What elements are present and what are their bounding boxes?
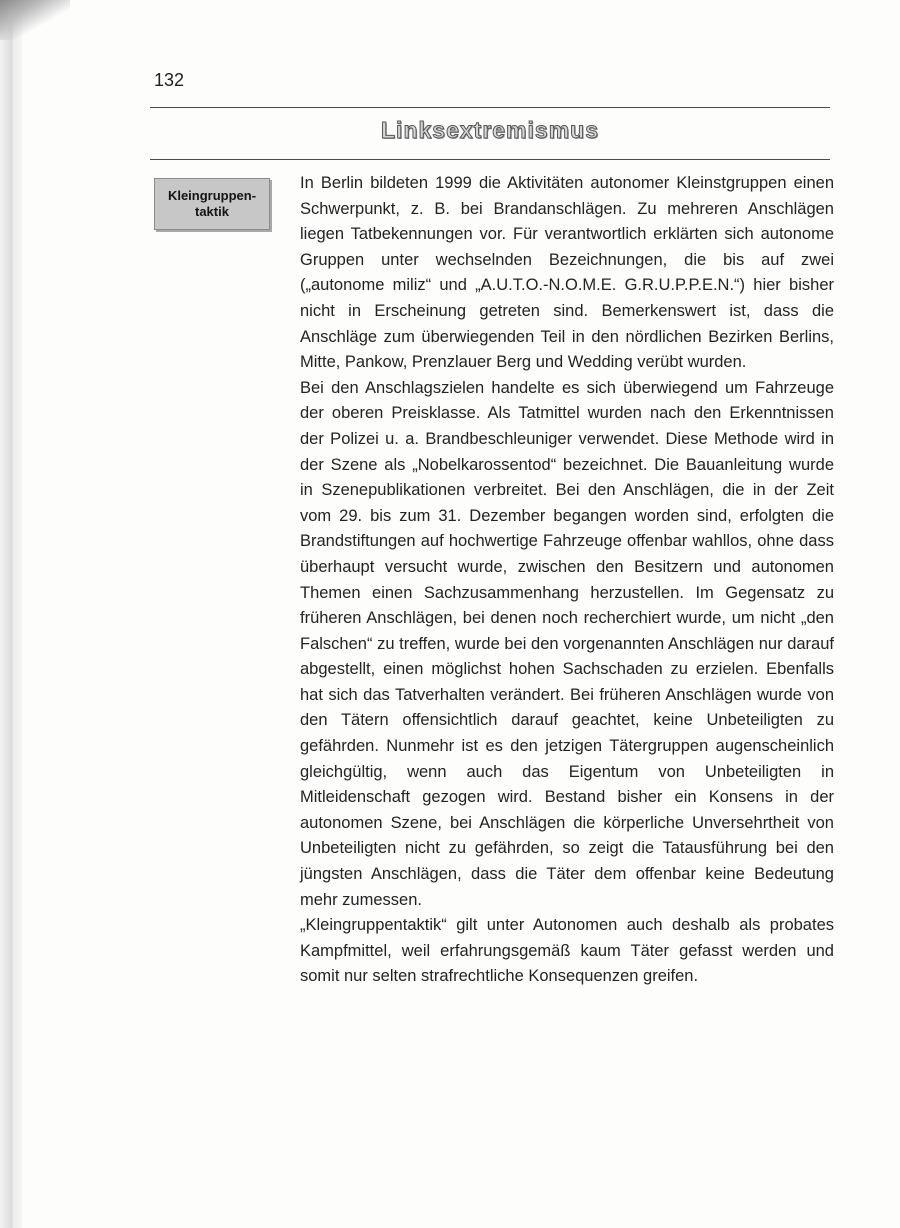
paragraph: Bei den Anschlagszielen handelte es sich überwiegend um Fahrzeuge der oberen Preisklasse. Als Tatmittel wurden nach den Erkenntnissen der Polizei u. a. Brandbeschleuniger verwendet. Diese Methode wird in der Szene als „Nobelkarossentod“ bezeichnet. Die Bauanleitung wurde in Szenepublikationen verbreitet. Bei den Anschlägen, die in der Zeit vom 29. bis zum 31. Dezember begangen worden sind, erfolgten die Brandstiftungen auf hochwertige Fahrzeuge offenbar wahllos, ohne dass überhaupt versucht wurde, zwischen den Besitzern und autonomen Themen einen Sachzusammenhang herzustellen. Im Gegensatz zu früheren Anschlägen, bei denen noch recherchiert wurde, um nicht „den Falschen“ zu treffen, wurde bei den vorgenannten Anschlägen nur darauf abgestellt, einen möglichst hohen Sachschaden zu erzielen. Ebenfalls hat sich das Tatverhalten verändert. Bei früheren Anschlägen wurde von den Tätern offensichtlich darauf geachtet, keine Unbeteiligten zu gefährden. Nunmehr ist es den jetzigen Tätergruppen augenscheinlich gleichgültig, wenn auch das Eigentum von Unbeteiligten in Mitleidenschaft gezogen wird. Bestand bisher ein Konsens in der autonomen Szene, bei Anschlägen die körperliche Unversehrtheit von Unbeteiligten nicht zu gefährden, so zeigt die Tatausführung bei den jüngsten Anschlägen, dass die Täter dem offenbar keine Bedeutung mehr zumessen. xyxy=(300,378,834,909)
paragraph: „Kleingruppentaktik“ gilt unter Autonomen auch deshalb als probates Kampfmittel, weil erfahrungsgemäß kaum Täter gefasst werden und somit nur selten strafrechtliche Konsequenzen greifen. xyxy=(300,916,834,986)
section-title: Linksextremismus xyxy=(381,117,599,143)
header-rule-top xyxy=(150,107,830,108)
page-number: 132 xyxy=(154,70,185,90)
scan-edge-shadow xyxy=(0,0,22,1228)
margin-label-text: Kleingruppen- taktik xyxy=(167,188,257,219)
header-rule-bottom xyxy=(150,159,830,160)
body-text xyxy=(300,171,834,990)
scan-corner-shadow xyxy=(0,0,70,40)
margin-label-box xyxy=(154,178,270,230)
paragraph: In Berlin bildeten 1999 die Aktivitäten autonomer Kleinstgruppen einen Schwerpunkt, z. B. bei Brandanschlägen. Zu mehreren Anschlägen liegen Tatbekennungen vor. Für verantwortlich erklärten sich autonome Gruppen unter wechselnden Bezeichnungen, die bis auf zwei („autonome miliz“ und „A.U.T.O.-N.O.M.E. G.R.U.P.P.E.N.“) hier bisher nicht in Erscheinung getreten sind. Bemerkenswert ist, dass die Anschläge zum überwiegenden Teil in den nördlichen Bezirken Berlins, Mitte, Pankow, Prenzlauer Berg und Wedding verübt wurden. xyxy=(300,174,834,372)
